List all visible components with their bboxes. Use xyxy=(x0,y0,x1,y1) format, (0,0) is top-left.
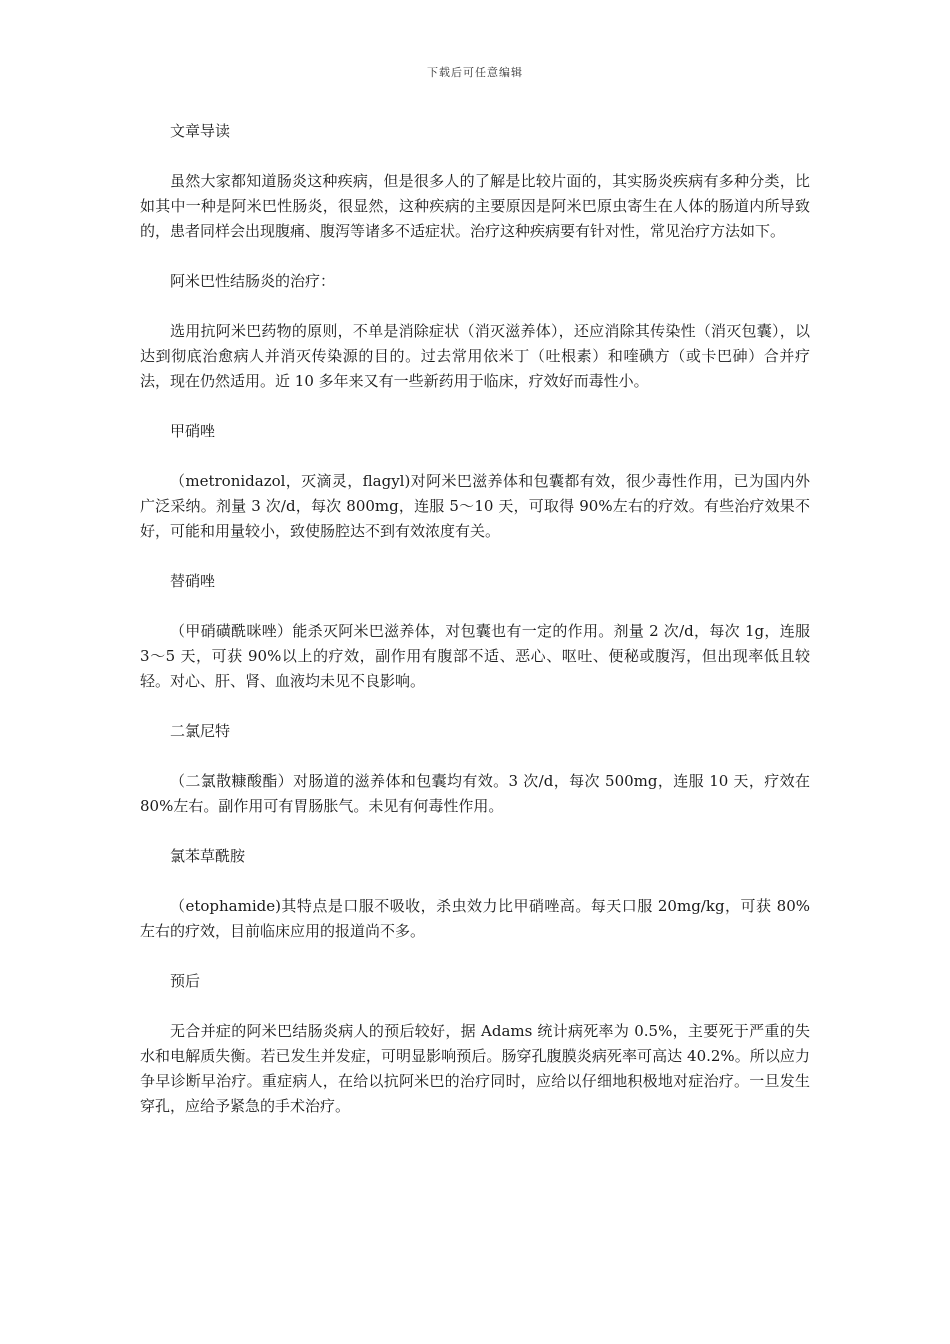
section-heading: 文章导读 xyxy=(170,122,231,140)
document-body xyxy=(140,119,810,1144)
paragraph: 选用抗阿米巴药物的原则，不单是消除症状（消灭滋养体），还应消除其传染性（消灭包囊），以达到彻底治愈病人并消灭传染源的目的。过去常用依米丁（吐根素）和喹碘方（或卡巴砷）合并疗法，现在仍然适用。近 10 多年来又有一些新药用于临床，疗效好而毒性小。 xyxy=(140,322,810,390)
paragraph: （二氯散糠酸酯）对肠道的滋养体和包囊均有效。3 次/d，每次 500mg，连服 10 天，疗效在 80%左右。副作用可有胃肠胀气。未见有何毒性作用。 xyxy=(140,772,810,815)
paragraph: （etophamide)其特点是口服不吸收，杀虫效力比甲硝唑高。每天口服 20mg/kg，可获 80%左右的疗效，目前临床应用的报道尚不多。 xyxy=(140,897,810,940)
page-header: 下载后可任意编辑 xyxy=(427,66,523,79)
paragraph: （metronidazol，灭滴灵，flagyl)对阿米巴滋养体和包囊都有效，很少毒性作用，已为国内外广泛采纳。剂量 3 次/d，每次 800mg，连服 5～10 天，可取得 90%左右的疗效。有些治疗效果不好，可能和用量较小，致使肠腔达不到有效浓度有关。 xyxy=(140,472,810,540)
section-heading: 二氯尼特 xyxy=(170,722,231,740)
paragraph: 无合并症的阿米巴结肠炎病人的预后较好，据 Adams 统计病死率为 0.5%，主要死于严重的失水和电解质失衡。若已发生并发症，可明显影响预后。肠穿孔腹膜炎病死率可高达 40.2%。所以应力争早诊断早治疗。重症病人，在给以抗阿米巴的治疗同时，应给以仔细地积极地对症治疗。一旦发生穿孔，应给予紧急的手术治疗。 xyxy=(140,1022,810,1115)
section-heading: 阿米巴性结肠炎的治疗： xyxy=(170,272,336,290)
section-heading: 甲硝唑 xyxy=(170,422,216,440)
paragraph: 虽然大家都知道肠炎这种疾病，但是很多人的了解是比较片面的，其实肠炎疾病有多种分类，比如其中一种是阿米巴性肠炎，很显然，这种疾病的主要原因是阿米巴原虫寄生在人体的肠道内所导致的，患者同样会出现腹痛、腹泻等诸多不适症状。治疗这种疾病要有针对性，常见治疗方法如下。 xyxy=(140,172,810,240)
section-heading: 预后 xyxy=(170,972,201,990)
section-heading: 氯苯草酰胺 xyxy=(170,847,246,865)
paragraph: （甲硝磺酰咪唑）能杀灭阿米巴滋养体，对包囊也有一定的作用。剂量 2 次/d，每次 1g，连服 3～5 天，可获 90%以上的疗效，副作用有腹部不适、恶心、呕吐、便秘或腹泻，但出现率低且较轻。对心、肝、肾、血液均未见不良影响。 xyxy=(140,622,810,690)
section-heading: 替硝唑 xyxy=(170,572,216,590)
